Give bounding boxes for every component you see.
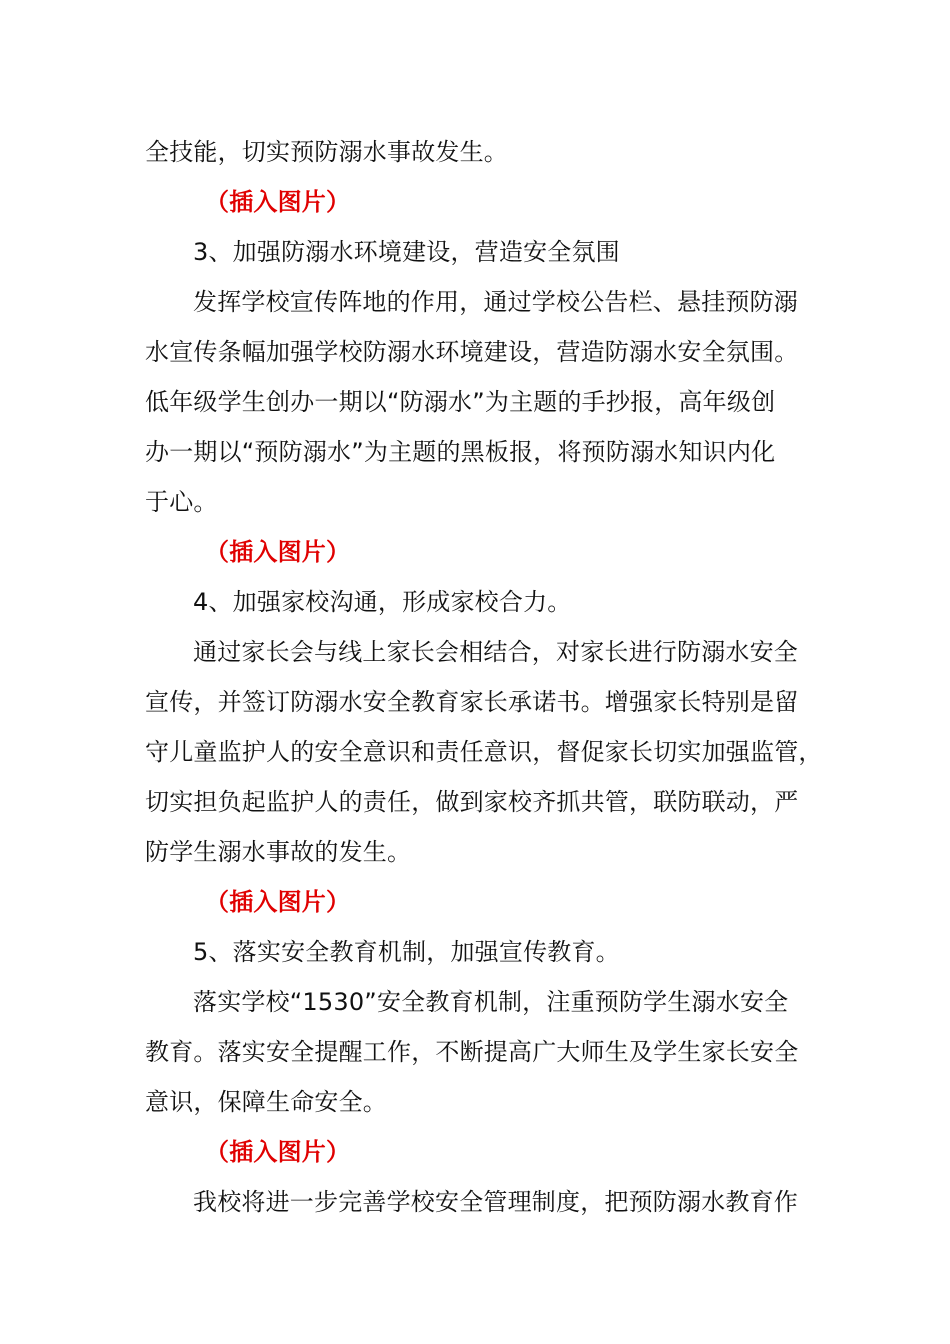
paragraph-line: 宣传，并签订防溺水安全教育家长承诺书。增强家长特别是留 (145, 688, 799, 716)
document-body (145, 127, 825, 1227)
paragraph-line: 教育。落实安全提醒工作，不断提高广大师生及学生家长安全 (145, 1038, 799, 1066)
insert-image-marker: （插入图片） (205, 888, 351, 916)
paragraph-line: 防学生溺水事故的发生。 (145, 838, 412, 866)
insert-image-marker: （插入图片） (205, 538, 351, 566)
paragraph-line: 我校将进一步完善学校安全管理制度，把预防溺水教育作 (193, 1188, 798, 1216)
paragraph-line: 全技能，切实预防溺水事故发生。 (145, 138, 508, 166)
paragraph-line: 办一期以“预防溺水”为主题的黑板报，将预防溺水知识内化 (145, 438, 776, 466)
paragraph-line: 意识，保障生命安全。 (145, 1088, 387, 1116)
paragraph-line: 于心。 (145, 488, 218, 516)
paragraph-line: 低年级学生创办一期以“防溺水”为主题的手抄报，高年级创 (145, 388, 776, 416)
paragraph-line: 落实学校“1530”安全教育机制，注重预防学生溺水安全 (193, 988, 789, 1016)
paragraph-line: 水宣传条幅加强学校防溺水环境建设，营造防溺水安全氛围。 (145, 338, 799, 366)
paragraph-line: 守儿童监护人的安全意识和责任意识，督促家长切实加强监管， (145, 738, 823, 766)
insert-image-marker: （插入图片） (205, 188, 351, 216)
paragraph-line: 切实担负起监护人的责任，做到家校齐抓共管，联防联动，严 (145, 788, 799, 816)
section-heading: 4、加强家校沟通，形成家校合力。 (193, 588, 572, 616)
insert-image-marker: （插入图片） (205, 1138, 351, 1166)
section-heading: 3、加强防溺水环境建设，营造安全氛围 (193, 238, 620, 266)
paragraph-line: 发挥学校宣传阵地的作用，通过学校公告栏、悬挂预防溺 (193, 288, 798, 316)
section-heading: 5、落实安全教育机制，加强宣传教育。 (193, 938, 620, 966)
paragraph-line: 通过家长会与线上家长会相结合，对家长进行防溺水安全 (193, 638, 798, 666)
